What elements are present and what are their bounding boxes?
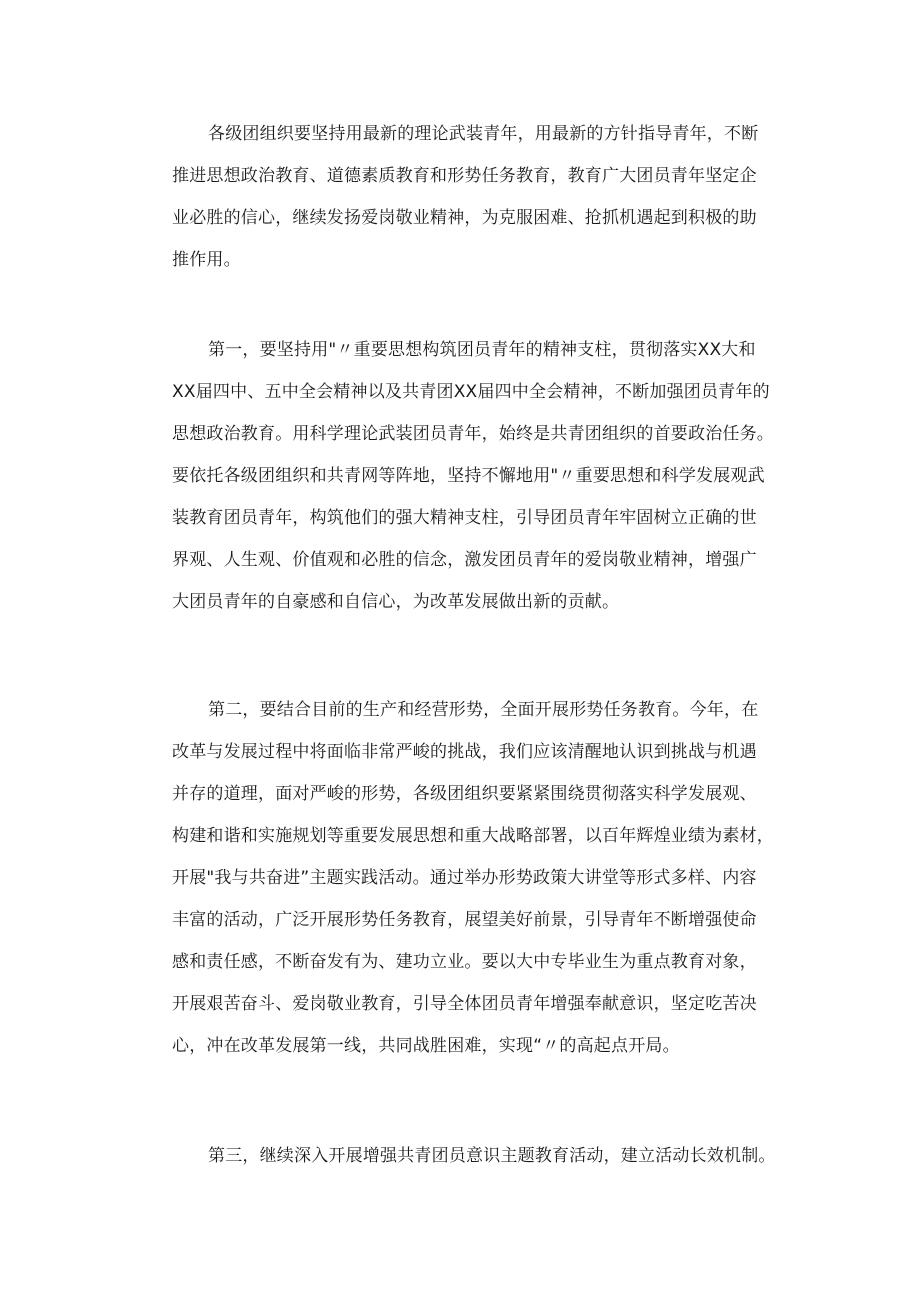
- text-line: XX届四中、五中全会精神以及共青团XX届四中全会精神，不断加强团员青年的: [172, 382, 770, 402]
- paragraph-second: [172, 689, 774, 1067]
- text-line: 并存的道理，面对严峻的形势，各级团组织要紧紧围绕贯彻落实科学发展观、: [172, 784, 757, 804]
- text-line: 构建和谐和实施规划等重要发展思想和重大战略部署，以百年辉煌业绩为素材，: [172, 826, 774, 846]
- text-line: 思想政治教育。用科学理论武装团员青年，始终是共青团组织的首要政治任务。: [172, 424, 774, 444]
- text-line: 要依托各级团组织和共青网等阵地，坚持不懈地用"〃重要思想和科学发展观武: [172, 466, 765, 486]
- text-line: 界观、人生观、价值观和必胜的信念，激发团员青年的爱岗敬业精神，增强广: [172, 550, 757, 570]
- text-line: 改革与发展过程中将面临非常严峻的挑战，我们应该清醒地认识到挑战与机遇: [172, 742, 757, 762]
- text-line: 推进思想政治教育、道德素质教育和形势任务教育，教育广大团员青年坚定企: [172, 166, 757, 186]
- text-line: 开展"我与共奋进”主题实践活动。通过举办形势政策大讲堂等形式多样、内容: [172, 868, 757, 888]
- text-line: 第一，要坚持用"〃重要思想构筑团员青年的精神支柱，贯彻落实XX大和: [208, 340, 756, 360]
- text-line: 装教育团员青年，构筑他们的强大精神支柱，引导团员青年牢固树立正确的世: [172, 508, 757, 528]
- text-line: 推作用。: [172, 250, 241, 270]
- text-line: 丰富的活动，广泛开展形势任务教育，展望美好前景，引导青年不断增强使命: [172, 910, 757, 930]
- paragraph-first: [172, 329, 774, 623]
- text-line: 大团员青年的自豪感和自信心，为改革发展做出新的贡献。: [172, 592, 620, 612]
- paragraph-intro: [172, 113, 762, 281]
- paragraph-third: [172, 1135, 776, 1177]
- text-line: 心，冲在改革发展第一线，共同战胜困难，实现“〃的高起点开局。: [172, 1036, 680, 1056]
- text-line: 感和责任感，不断奋发有为、建功立业。要以大中专毕业生为重点教育对象，: [172, 952, 757, 972]
- text-line: 第二，要结合目前的生产和经营形势，全面开展形势任务教育。今年，在: [208, 700, 759, 720]
- text-line: 业必胜的信心，继续发扬爱岗敬业精神，为克服困难、抢抓机遇起到积极的助: [172, 208, 757, 228]
- text-line: 第三，继续深入开展增强共青团员意识主题教育活动，建立活动长效机制。: [208, 1146, 776, 1166]
- text-line: 各级团组织要坚持用最新的理论武装青年，用最新的方针指导青年，不断: [208, 124, 759, 144]
- text-line: 开展艰苦奋斗、爱岗敬业教育，引导全体团员青年增强奉献意识，坚定吃苦决: [172, 994, 757, 1014]
